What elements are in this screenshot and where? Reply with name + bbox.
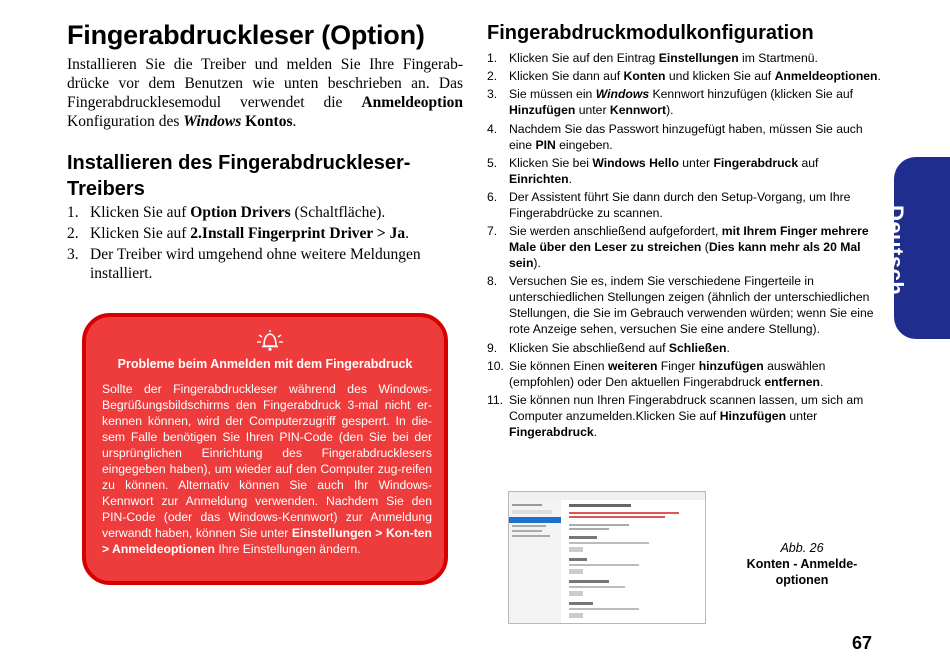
settings-screenshot-figure <box>508 491 706 624</box>
step-text: Klicken Sie auf 2.Install Fingerprint Driver > Ja. <box>90 225 409 242</box>
step-number: 7. <box>487 224 498 239</box>
step-text: Sie werden anschließend aufgefordert, mit Ihrem Finger mehrere Male über den Leser zu streichen (Dies kann mehr als 20 Mal sein). <box>509 224 869 271</box>
step-number: 6. <box>487 189 498 204</box>
step-item <box>487 189 882 221</box>
step-text: Klicken Sie dann auf Konten und klicken Sie auf Anmeldeoptionen. <box>509 69 881 84</box>
step-number: 2. <box>67 225 79 242</box>
step-text: Klicken Sie abschließend auf Schließen. <box>509 340 730 355</box>
step-item <box>487 121 882 153</box>
figure-caption <box>722 540 882 588</box>
step-item <box>487 273 882 337</box>
step-text: Sie müssen ein Windows Kennwort hinzufügen (klicken Sie auf Hinzufügen unter Kennwort). <box>509 87 854 118</box>
step-item <box>487 358 882 390</box>
step-text: Der Treiber wird umgehend ohne weitere Meldungen installiert. <box>90 246 421 282</box>
warning-title: Probleme beim Anmelden mit dem Fingerabdruck <box>117 357 413 371</box>
step-number: 8. <box>487 274 498 289</box>
step-number: 4. <box>487 121 498 136</box>
step-item <box>67 245 467 283</box>
step-text: Klicken Sie auf den Eintrag Einstellungen im Startmenü. <box>509 51 818 65</box>
module-config-steps <box>487 50 882 442</box>
step-number: 11. <box>487 392 504 407</box>
step-text: Versuchen Sie es, indem Sie verschiedene Fingerteile in unterschiedlichen Stellungen zeigen (ähnlich der unterschiedlichen Stellungen, die Sie im Gebrauch verwenden würden; wenn Sie eine rote Anzeige sehen, versuchen Sie eine andere Stellung). <box>509 274 874 337</box>
step-number: 1. <box>67 204 79 221</box>
step-item <box>67 203 467 222</box>
step-text: Klicken Sie bei Windows Hello unter Fingerabdruck auf Einrichten. <box>509 155 819 186</box>
language-side-tab <box>883 157 950 339</box>
step-text: Nachdem Sie das Passwort hinzugefügt haben, müssen Sie auch eine PIN eingeben. <box>509 121 863 152</box>
step-number: 5. <box>487 155 498 170</box>
step-item <box>487 340 882 356</box>
page-title: Fingerabdruckleser (Option) <box>67 20 425 50</box>
figure-title: Konten - Anmelde-optionen <box>746 557 858 587</box>
step-number: 2. <box>487 69 498 84</box>
step-item <box>487 392 882 440</box>
page-number: 67 <box>852 633 873 653</box>
step-item <box>487 155 882 187</box>
step-number: 3. <box>487 87 498 102</box>
step-item <box>487 68 882 84</box>
intro-paragraph: Installieren Sie die Treiber und melden Sie Ihre Fingerab-drücke vor dem Benutzen wie unten beschrieben an. Das Fingerabdrucklesemodul verwendet die Anmeldeoption Konfiguration des Windows Kontos. <box>67 56 463 130</box>
step-item <box>487 223 882 271</box>
step-number: 3. <box>67 246 79 263</box>
driver-install-heading: Installieren des Fingerabdruckleser-Treibers <box>67 152 411 200</box>
step-text: Sie können Einen weiteren Finger hinzufügen auswählen (empfohlen) oder Den aktuellen Fingerabdruck entfernen. <box>509 358 826 389</box>
module-config-heading: Fingerabdruckmodulkonfiguration <box>487 22 814 44</box>
step-item <box>487 86 882 118</box>
warning-box <box>82 313 448 585</box>
language-side-tab-label: Deutsch <box>883 205 908 296</box>
step-number: 9. <box>487 340 498 355</box>
settings-window-thumbnail <box>509 492 705 623</box>
step-text: Klicken Sie auf Option Drivers (Schaltfläche). <box>90 204 386 221</box>
warning-body: Sollte der Fingerabdruckleser während des Windows-Begrüßungsbildschirms den Fingerabdruck 3-mal nicht er-kennen können, wird der Computerzugriff gesperrt. In die-sem Falle benötigen Sie Ihren PIN-Code (den Sie bei der ursprünglichen Einrichtung des Fingerabdrucklesers eingegeben haben), um wieder auf den Computer zug-reifen zu können. Alternativ können Sie auch Ihr Windows-Kennwort zur Anmeldung verwenden. Nachdem Sie den PIN-Code (oder das Windows-Kennwort) zur Anmeldung verwandt haben, können Sie unter Einstellungen > Kon-ten > Anmeldeoptionen Ihre Einstellungen ändern. <box>102 382 432 556</box>
step-item <box>67 224 467 243</box>
step-item <box>487 50 882 66</box>
step-text: Sie können nun Ihren Fingerabdruck scannen lassen, um sich am Computer anzumelden.Klicken Sie auf Hinzufügen unter Fingerabdruck. <box>509 392 864 439</box>
figure-number: Abb. 26 <box>780 541 824 555</box>
driver-install-steps <box>67 203 467 285</box>
step-number: 1. <box>487 51 498 65</box>
step-text: Der Assistent führt Sie dann durch den Setup-Vorgang, um Ihre Fingerabdrücke zu scannen. <box>509 189 851 220</box>
bell-alert-icon <box>254 327 286 353</box>
step-number: 10. <box>487 358 504 373</box>
